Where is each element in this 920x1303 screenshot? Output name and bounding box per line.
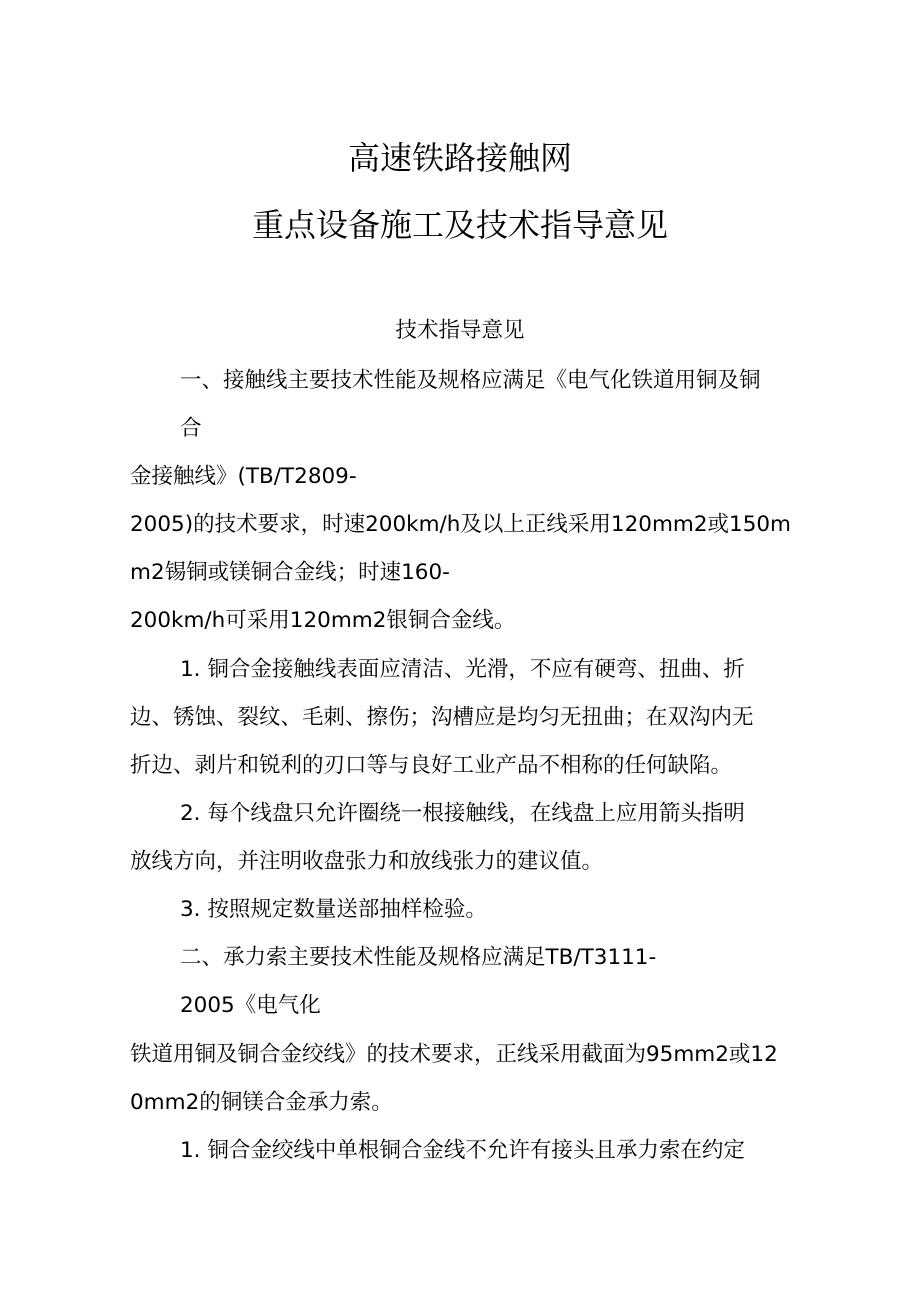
list-item-line: 2. 每个线盘只允许圈绕一根接触线，在线盘上应用箭头指明 (180, 801, 745, 826)
list-item-line: 放线方向，并注明收盘张力和放线张力的建议值。 (130, 849, 604, 874)
paragraph-line: 金接触线》(TB/T2809- (130, 464, 357, 489)
paragraph-line: 200km/h可采用120mm2银铜合金线。 (130, 608, 516, 633)
paragraph-line: 2005《电气化 (180, 993, 321, 1018)
section-heading: 技术指导意见 (395, 318, 525, 343)
list-item-line: 折边、剥片和锐利的刃口等与良好工业产品不相称的任何缺陷。 (130, 753, 733, 778)
document-title-line-2: 重点设备施工及技术指导意见 (251, 206, 668, 244)
paragraph-line: m2锡铜或镁铜合金线；时速160- (130, 560, 450, 585)
paragraph-line: 铁道用铜及铜合金绞线》的技术要求，正线采用截面为95mm2或12 (130, 1042, 778, 1067)
paragraph-line: 二、承力索主要技术性能及规格应满足TB/T3111- (180, 945, 657, 970)
list-item-line: 1. 铜合金接触线表面应清洁、光滑，不应有硬弯、扭曲、折 (180, 657, 745, 682)
list-item-line: 1. 铜合金绞线中单根铜合金线不允许有接头且承力索在约定 (180, 1138, 745, 1163)
paragraph-line: 0mm2的铜镁合金承力索。 (130, 1090, 393, 1115)
paragraph-line: 一、接触线主要技术性能及规格应满足《电气化铁道用铜及铜 (180, 368, 761, 393)
paragraph-line: 2005)的技术要求，时速200km/h及以上正线采用120mm2或150m (130, 512, 791, 537)
list-item-line: 3. 按照规定数量送部抽样检验。 (180, 897, 487, 922)
document-title-line-1: 高速铁路接触网 (347, 139, 572, 177)
list-item-line: 边、锈蚀、裂纹、毛刺、擦伤；沟槽应是均匀无扭曲；在双沟内无 (130, 705, 754, 730)
paragraph-line: 合 (180, 416, 202, 441)
